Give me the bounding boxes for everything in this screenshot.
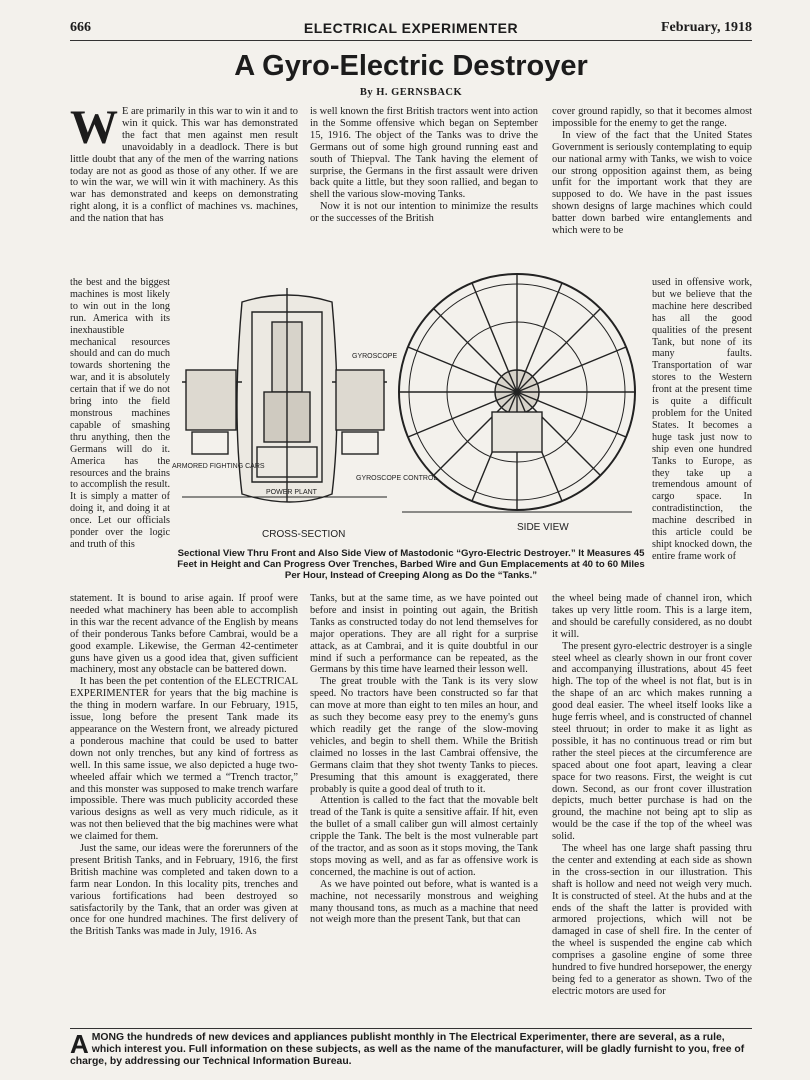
label-gyroscope-control: GYROSCOPE CONTROL [356, 475, 438, 482]
issue-date: February, 1918 [661, 20, 752, 35]
label-gyroscope: GYROSCOPE [352, 353, 398, 360]
magazine-name: ELECTRICAL EXPERIMENTER [303, 20, 519, 36]
column-3-top [552, 106, 752, 276]
header-rule [70, 40, 752, 41]
article-title: A Gyro-Electric Destroyer [234, 50, 588, 82]
footer-notice [70, 1028, 752, 1068]
label-armored-cars: ARMORED FIGHTING CARS [172, 463, 265, 470]
paragraph: is well known the first British tractors went into action in the Somme offensive which began on September 15, 1916. The object of the Tanks was to drive the Germans out of some high ground running east and south of Thiepval. The Tank having the element of surprise, the Germans in the first assault were driven back quite a little, but they soon rallied, and began to shell the various slow-moving Tanks. [310, 106, 538, 201]
footer-text: MONG the hundreds of new devices and appliances publisht monthly in The Electrical Experimenter, there are several, as a rule, which interest you. Full information on these subjects, as well as the name of the manufacturer, will be gladly furnisht to you, free of charge, by addressing our Technical Information Bureau. [70, 1032, 745, 1067]
byline: By H. GERNSBACK [359, 87, 463, 98]
destroyer-illustration [172, 262, 640, 544]
figure-caption: Sectional View Thru Front and Also Side View of Mastodonic “Gyro-Electric Destroyer.” It Measures 45 Feet in Height and Can Progress Over Trenches, Barbed Wire and Gun Emplacements at 40 to 60 Miles Per Hour, Instead of Creeping Along as Do the “Tanks.” [177, 548, 645, 581]
column-2-bottom [310, 593, 538, 1025]
running-head [70, 20, 752, 40]
page-number: 666 [70, 20, 91, 35]
paragraph: The great trouble with the Tank is its very slow speed. No tractors have been constructed so far that can move at more than eight to ten miles an hour, and as such they become easy prey to the enemy's guns which readily get the range of the slow-moving vehicles, and begin to shell them. While the British claimed no losses in the last Cambrai offensive, the Germans claim that they shot twenty Tanks to pieces. Presuming that this amount is exaggerated, there probably is quite a good deal of truth to it. [310, 676, 538, 795]
column-3-bottom [552, 593, 752, 1025]
paragraph: E are primarily in this war to win it and to win it quick. This war has demonstrated the fact that men against men result unavoidably in a deadlock. There is but little doubt that any of the men of the warring nations today are not as good as those of any other. If we are to win the war, we will win it with machinery. As this war has demonstrated and keeps on demonstrating right along, it is a conflict of machines vs. machines, and the nation that has [70, 106, 298, 225]
column-1-bottom [70, 593, 298, 1025]
paragraph: In view of the fact that the United States Government is seriously contemplating to equip our national army with Tanks, we wish to voice our strong opposition against them, as being unfit for the important work that they are supposed to do. We have in the past issues shown designs of large machines which could batter down barbed wire entanglements and which were to be [552, 129, 752, 237]
column-1-wrap [70, 277, 170, 592]
paragraph: cover ground rapidly, so that it becomes almost impossible for the enemy to get the range. [552, 106, 752, 129]
label-power-plant: POWER PLANT [266, 489, 317, 496]
paragraph: The present gyro-electric destroyer is a single steel wheel as clearly shown in our front cover and accompanying illustrations, about 45 feet high. The top of the wheel is not flat, but is in the shape of an arc which makes running a good deal easier. The wheel itself looks like a huge ferris wheel, and is constructed of channel steel thruout; in order to make it as light as possible, it has no continuous tread or rim but rather the steel pieces at the circumference are spaced about one foot apart, leaving a clear space for two reasons. First, the weight is cut down. Second, as our front cover illustration depicts, much better purchase is had on the ground, the machine not being apt to slip as would be the case if the top of the wheel was solid. [552, 640, 752, 843]
drop-cap: W [70, 106, 118, 154]
paragraph: statement. It is bound to arise again. If proof were needed what machinery has been able to accomplish in this war the recent advance of the English by means of their ponderous Tanks before Cambrai, would be a good example. Likewise, the German 42-centimeter guns have given us a good idea that, given sufficient machinery, most any obstacle can be battered down. [70, 593, 298, 676]
label-cross-section: CROSS-SECTION [262, 529, 346, 540]
paragraph: The wheel has one large shaft passing thru the center and extending at each side as shown in the cross-section in our illustration. This shaft is hollow and need not weigh very much. It is constructed of steel. At the hubs and at the ends of the shaft the latter is provided with armored projections, which will not be damaged in case of shell fire. In the center of the wheel is suspended the engine cab which comprises a gasoline engine of some three hundred to five hundred horsepower, the energy being fed to a generator as shown. Two of the electric motors are used for [552, 843, 752, 997]
column-2-top [310, 106, 538, 258]
footer-initial: A [70, 1029, 89, 1059]
column-1-top [70, 106, 298, 276]
paragraph: Just the same, our ideas were the forerunners of the present British Tanks, and in February, 1916, the first British machine was completed and taken down to a farm near London. In this locality pits, trenches and various fortifications had been destroyed so satisfactorily by the Tank, that an order was given at once for one hundred machines. The first delivery of the British Tanks was made in July, 1916. As [70, 843, 298, 938]
paragraph: It has been the pet contention of the ELECTRICAL EXPERIMENTER for years that the big machine is the thing in modern warfare. In our February, 1915, issue, long before the present Tank made its appearance on the Western front, we already pictured a ponderous machine that could be used to batter down not only trenches, but any kind of fortress as well. In this same issue, we also depicted a huge two-wheeled affair which we termed a “Trench tractor,” and this monster was supposed to make trench warfare impossible. There was much publicity accorded these various designs as well as very much ridicule, as it was not then believed that the big machines were what we claimed for them. [70, 676, 298, 843]
paragraph: the wheel being made of channel iron, which takes up very little room. This is a large item, and should be carefully considered, as no doubt it will. [552, 593, 752, 640]
paragraph: Attention is called to the fact that the movable belt tread of the Tank is quite a sensitive affair. If hit, even the bullet of a small caliber gun will almost certainly cripple the Tank. The belt is the most vulnerable part of the tractor, and as soon as it stops moving, the Tank stops moving as well, and as far as offensive work is concerned, the machine is out of action. [310, 795, 538, 878]
column-3-wrap [652, 277, 752, 592]
paragraph: Now it is not our intention to minimize the results or the successes of the British [310, 201, 538, 225]
paragraph: Tanks, but at the same time, as we have pointed out before and insist in pointing out again, the British Tanks as constructed today do not lend themselves for major operations. They are all right for a surprise attack, as at Cambrai, and it is quite doubtful in our mind if such a performance can be repeated, as the Germans by this time have learned their lesson well. [310, 593, 538, 676]
label-side-view: SIDE VIEW [517, 522, 569, 533]
paragraph: As we have pointed out before, what is wanted is a machine, not necessarily monstrous and weighing many thousand tons, as much as a machine that need not weigh more than the present Tank, but that can [310, 878, 538, 926]
paragraph: used in offensive work, but we believe that the machine here described has all the good qualities of the present Tank, but none of its many faults. Transportation of war stores to the Western front at the present time is quite a difficult problem for the United States. It becomes a huge task just now to ship even one hundred Tanks to Europe, as they take up a tremendous amount of cargo space. In contradistinction, the machine described in this article could be shipt knocked down, the entire frame work of [652, 277, 752, 562]
destroyer-drawing [172, 262, 640, 544]
paragraph: the best and the biggest machines is most likely to win out in the long run. America with its inexhaustible mechanical resources should and can do much towards shortening the war, and it is absolutely certain that if we do not bring into the field monstrous machines capable of smashing thru anything, then the Germans will do it. America has the resources and the brains to accomplish the result. It is simply a matter of doing it, and doing it at once. Let our officials ponder over the logic and truth of this [70, 277, 170, 550]
